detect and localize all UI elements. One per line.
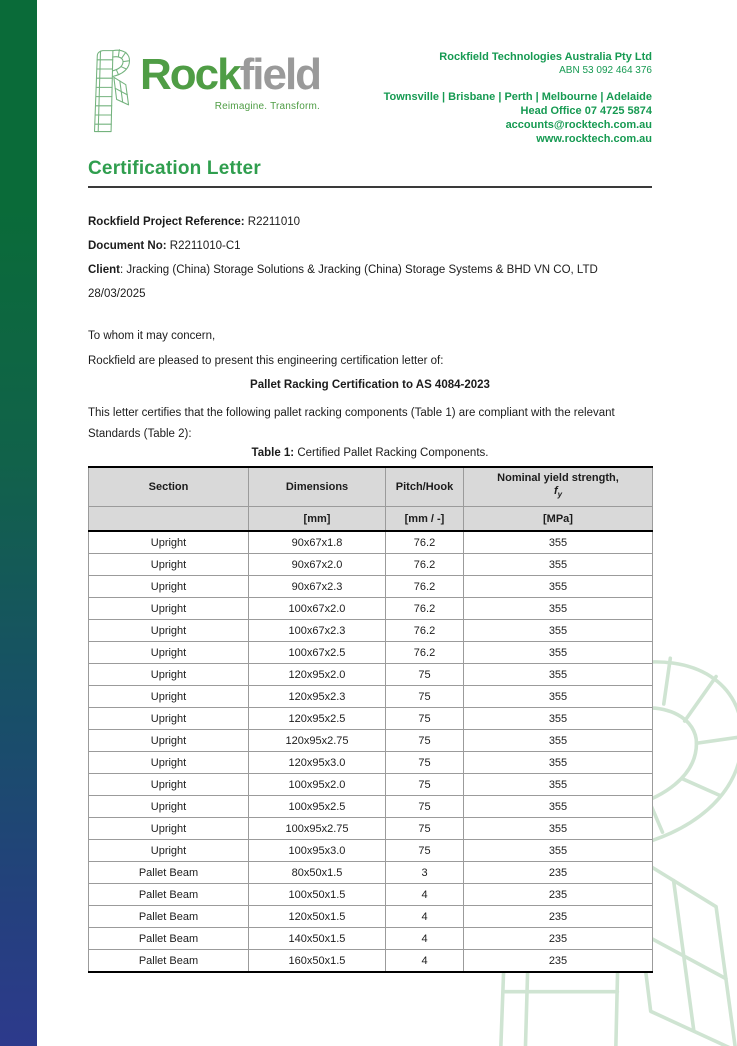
rockfield-logo-icon [88,46,136,138]
table-cell: 355 [464,576,653,598]
head-office-phone: Head Office 07 4725 5874 [520,105,652,117]
table-cell: 75 [386,818,464,840]
table-row [89,598,653,620]
table-cell: 355 [464,554,653,576]
table-cell: 4 [386,906,464,928]
units-row [89,507,653,532]
table-cell: 76.2 [386,620,464,642]
table-cell: 355 [464,531,653,554]
email-link[interactable]: accounts@rocktech.com.au [505,119,652,131]
date-line: 28/03/2025 [88,288,146,300]
contact-block [384,50,652,146]
table-cell: 75 [386,774,464,796]
table-cell: 75 [386,708,464,730]
table-cell: 235 [464,906,653,928]
header-pitch-hook: Pitch/Hook [386,467,464,507]
company-locations: Townsville | Brisbane | Perth | Melbourne | Adelaide [383,91,652,103]
table-row [89,642,653,664]
logo-wordmark [140,52,320,98]
logo-block [140,52,320,112]
unit-section [89,507,249,532]
table-cell: 355 [464,840,653,862]
table-cell: 355 [464,818,653,840]
table-cell: Upright [89,576,249,598]
table-row [89,928,653,950]
table-row [89,906,653,928]
document-no-line [88,234,598,258]
logo-text-field: field [239,50,321,99]
certification-title: Pallet Racking Certification to AS 4084-2023 [250,379,490,391]
table-cell: 355 [464,598,653,620]
title-divider [88,186,652,188]
table-cell: Upright [89,620,249,642]
table-cell: 100x95x3.0 [249,840,386,862]
table-row [89,620,653,642]
table-cell: Pallet Beam [89,950,249,973]
salutation: To whom it may concern, [88,330,216,342]
table-cell: 355 [464,664,653,686]
company-name: Rockfield Technologies Australia Pty Ltd [439,51,652,63]
table-cell: Upright [89,554,249,576]
table-cell: 75 [386,664,464,686]
table-cell: 75 [386,686,464,708]
table-cell: 76.2 [386,576,464,598]
table-cell: Upright [89,752,249,774]
table-cell: Pallet Beam [89,862,249,884]
table-caption-text: Certified Pallet Racking Components. [294,447,489,459]
table-cell: 100x95x2.75 [249,818,386,840]
table-cell: 120x95x2.0 [249,664,386,686]
table-cell: 355 [464,752,653,774]
table-cell: 76.2 [386,531,464,554]
page-content [88,0,652,1046]
project-reference-label: Rockfield Project Reference: [88,216,245,228]
unit-dimensions: [mm] [249,507,386,532]
page-title: Certification Letter [88,158,261,179]
table-cell: 235 [464,928,653,950]
table-cell: 355 [464,796,653,818]
table-row [89,664,653,686]
table-cell: 235 [464,950,653,973]
table-row [89,576,653,598]
table-cell: 3 [386,862,464,884]
table-cell: 355 [464,730,653,752]
table-cell: 100x67x2.0 [249,598,386,620]
table-cell: 355 [464,686,653,708]
unit-yield: [MPa] [464,507,653,532]
table-cell: 355 [464,642,653,664]
header-yield-strength [464,467,653,507]
table-cell: 235 [464,862,653,884]
project-reference-value: R2211010 [244,216,301,228]
header-dimensions: Dimensions [249,467,386,507]
table-cell: Upright [89,796,249,818]
table-cell: 75 [386,840,464,862]
header-row [89,467,653,507]
fy-symbol: $f_y$ [553,485,563,500]
table-cell: 100x95x2.0 [249,774,386,796]
table-cell: 120x95x3.0 [249,752,386,774]
table-cell: Pallet Beam [89,928,249,950]
table-cell: 4 [386,928,464,950]
table-cell: 120x95x2.5 [249,708,386,730]
project-reference-line [88,210,598,234]
table-caption [88,447,652,459]
table-cell: 120x95x2.75 [249,730,386,752]
table-cell: 75 [386,752,464,774]
company-abn: ABN 53 092 464 376 [559,65,652,76]
table-row [89,708,653,730]
logo-text-rock: Rock [140,50,240,99]
table-row [89,554,653,576]
table-row [89,774,653,796]
logo-tagline: Reimagine. Transform. [214,101,321,112]
table-cell: 4 [386,884,464,906]
table-cell: 120x95x2.3 [249,686,386,708]
document-no-label: Document No: [88,240,167,252]
table-cell: 355 [464,620,653,642]
table-cell: 75 [386,796,464,818]
table-row [89,796,653,818]
table-cell: 355 [464,708,653,730]
table-cell: 4 [386,950,464,973]
table-row [89,730,653,752]
table-cell: Upright [89,664,249,686]
table-row [89,752,653,774]
table-caption-label: Table 1: [251,447,295,459]
table-cell: 100x95x2.5 [249,796,386,818]
body-paragraph: This letter certifies that the following pallet racking components (Table 1) are compliant with the relevant Standards (Table 2): [88,407,615,440]
table-cell: Pallet Beam [89,884,249,906]
client-label: Client [88,264,120,276]
table-cell: 90x67x1.8 [249,531,386,554]
table-row [89,840,653,862]
table-cell: 76.2 [386,554,464,576]
table-cell: Upright [89,730,249,752]
unit-pitch-hook: [mm / -] [386,507,464,532]
table-cell: 76.2 [386,598,464,620]
table-row [89,531,653,554]
table-cell: Pallet Beam [89,906,249,928]
table-cell: 120x50x1.5 [249,906,386,928]
table-cell: Upright [89,686,249,708]
table-cell: Upright [89,818,249,840]
header-yield-line1: Nominal yield strength, [497,472,619,485]
table-cell: 80x50x1.5 [249,862,386,884]
components-table [88,466,653,973]
table-cell: 76.2 [386,642,464,664]
table-row [89,862,653,884]
left-gradient-bar [0,0,37,1046]
table-row [89,686,653,708]
client-line [88,258,598,282]
intro-paragraph: Rockfield are pleased to present this engineering certification letter of: [88,355,444,367]
table-cell: 100x67x2.5 [249,642,386,664]
client-value: : Jracking (China) Storage Solutions & Jracking (China) Storage Systems & BHD VN CO, LTD [119,264,598,276]
table-cell: 90x67x2.3 [249,576,386,598]
table-cell: Upright [89,531,249,554]
table-cell: 75 [386,730,464,752]
table-cell: Upright [89,642,249,664]
table-row [89,884,653,906]
table-cell: 90x67x2.0 [249,554,386,576]
table-cell: Upright [89,774,249,796]
website-link[interactable]: www.rocktech.com.au [536,133,652,145]
reference-block [88,210,598,306]
table-cell: Upright [89,708,249,730]
header-section: Section [89,467,249,507]
table-cell: 100x50x1.5 [249,884,386,906]
table-cell: 355 [464,774,653,796]
table-cell: 235 [464,884,653,906]
table-cell: 100x67x2.3 [249,620,386,642]
table-cell: 140x50x1.5 [249,928,386,950]
components-table-wrap [88,466,652,973]
table-row [89,818,653,840]
document-no-value: R2211010-C1 [166,240,241,252]
table-cell: Upright [89,840,249,862]
table-row [89,950,653,973]
table-cell: Upright [89,598,249,620]
table-cell: 160x50x1.5 [249,950,386,973]
